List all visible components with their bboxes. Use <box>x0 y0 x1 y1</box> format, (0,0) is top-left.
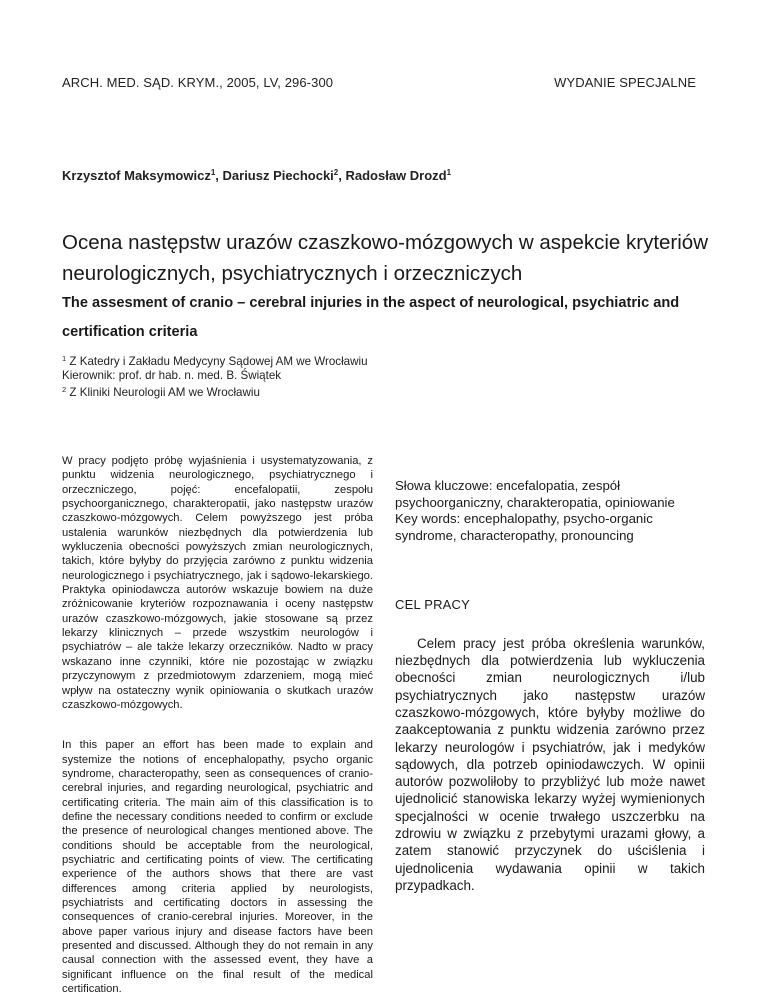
affiliation-mark: 2 <box>62 385 67 394</box>
affiliation-mark: 2 <box>333 168 339 177</box>
keywords-polish: Słowa kluczowe: encefalopatia, zespół psychoorganiczny, charakteropatia, opiniowanie <box>395 478 675 510</box>
abstract-english: In this paper an effort has been made to explain and systemize the notions of encephalopathy, psycho organic syndrome, characteropathy, seen as consequences of cranio-cerebral injuries, and regarding neurological, psychiatric and certificating criteria. The main aim of this classification is to define the necessary conditions needed to confirm or exclude the presence of neurological changes mentioned above. The conditions should be acceptable from the neurological, psychiatric and certificating points of view. The certificating experience of the authors shows that there are vast differences among criteria applied by neurologists, psychiatrists and certificating doctors in assessing the consequences of cranio-cerebral injuries. Moreover, in the above paper various injury and disease factors have been presented and discussed. Although they do not remain in any causal connection with the assessed event, they have a significant influence on the final result of the medical certification. <box>62 739 373 996</box>
keywords-english: Key words: encephalopathy, psycho-organic syndrome, characteropathy, pronouncing <box>395 511 653 544</box>
right-column <box>395 454 705 894</box>
affiliation-mark: 1 <box>62 354 67 363</box>
author-name: Dariusz Piechocki <box>222 168 334 183</box>
edition-label: WYDANIE SPECJALNE <box>554 75 696 90</box>
affiliation-mark: 1 <box>446 168 452 177</box>
journal-citation: ARCH. MED. SĄD. KRYM., 2005, LV, 296-300 <box>62 75 334 90</box>
section-heading: CEL PRACY <box>395 596 471 612</box>
article-title-english: The assesment of cranio – cerebral injuries in the aspect of neurological, psychiatric and certification criteria <box>62 295 680 340</box>
keywords-block <box>395 478 705 545</box>
abstract-polish: W pracy podjęto próbę wyjaśnienia i usystematyzowania, z punktu widzenia neurologicznego, psychiatrycznego i orzeczniczego, pojęć: encefalopatii, zespołu psychoorganicznego, charakteropatii, jako następstw urazów czaszkowo-mózgowych. Celem powyższego jest próba ustalenia warunków niezbędnych dla potwierdzenia lub wykluczenia obecności powyższych zmian neurologicznych, takich, które byłyby do przyjęcia zarówno z punktu widzenia neurologicznego i psychiatrycznego, jak i sądowo-lekarskiego. Praktyka opiniodawcza autorów wskazuje bowiem na duże zróżnicowanie kryteriów rozpoznawania i oceny następstw urazów czaszkowo-mózgowych, jakie stosowane są przez lekarzy klinicznych – przede wszystkim neurologów i psychiatrów – ale także lekarzy orzeczników. Nadto w pracy wskazano inne czynniki, które nie pozostając w związku przyczynowym z przedmiotowym zdarzeniem, mogą mieć wpływ na ostateczny wynik opiniowania o skutkach urazów czaszkowo-mózgowych. <box>62 455 373 711</box>
author-name: Krzysztof Maksymowicz <box>62 168 211 183</box>
author-name: Radosław Drozd <box>345 168 447 183</box>
affiliation-line <box>62 383 368 400</box>
author-list: Krzysztof Maksymowicz$^1$, Dariusz Piechocki$^2$, Radosław Drozd$^1$ <box>62 168 452 183</box>
section-body: Celem pracy jest próba określenia warunków, niezbędnych dla potwierdzenia lub wykluczenia obecności zmian neurologicznych i/lub psychiatrycznych jako następstw urazów czaszkowo-mózgowych, które byłyby możliwe do zaakceptowania z punktu widzenia zarówno przez lekarzy neurologów i psychiatrów, jak i medyków sądowych, dla potrzeb opiniodawczych. W opinii autorów pozwoliłoby to przybliżyć lub może nawet ujednolicić stanowiska lekarzy wyżej wymienionych specjalności w ocenie trwałego uszczerbku na zdrowiu w związku z przebytymi urazami głowy, a zatem stanowić przyczynek do uściślenia i ujednolicenia wydawania opinii w takich przypadkach. <box>395 635 705 893</box>
affiliation-text: Z Kliniki Neurologii AM we Wrocławiu <box>69 386 260 399</box>
left-column <box>62 454 373 996</box>
affiliation-mark: 1 <box>210 168 216 177</box>
affiliations <box>62 352 368 400</box>
affiliation-text: Z Katedry i Zakładu Medycyny Sądowej AM we Wrocławiu <box>69 355 368 368</box>
affiliation-line <box>62 369 368 383</box>
affiliation-text: Kierownik: prof. dr hab. n. med. B. Świątek <box>62 369 282 382</box>
article-title-polish: Ocena następstw urazów czaszkowo-mózgowych w aspekcie kryteriów neurologicznych, psychiatrycznych i orzeczniczych <box>62 231 709 285</box>
affiliation-line <box>62 352 368 369</box>
